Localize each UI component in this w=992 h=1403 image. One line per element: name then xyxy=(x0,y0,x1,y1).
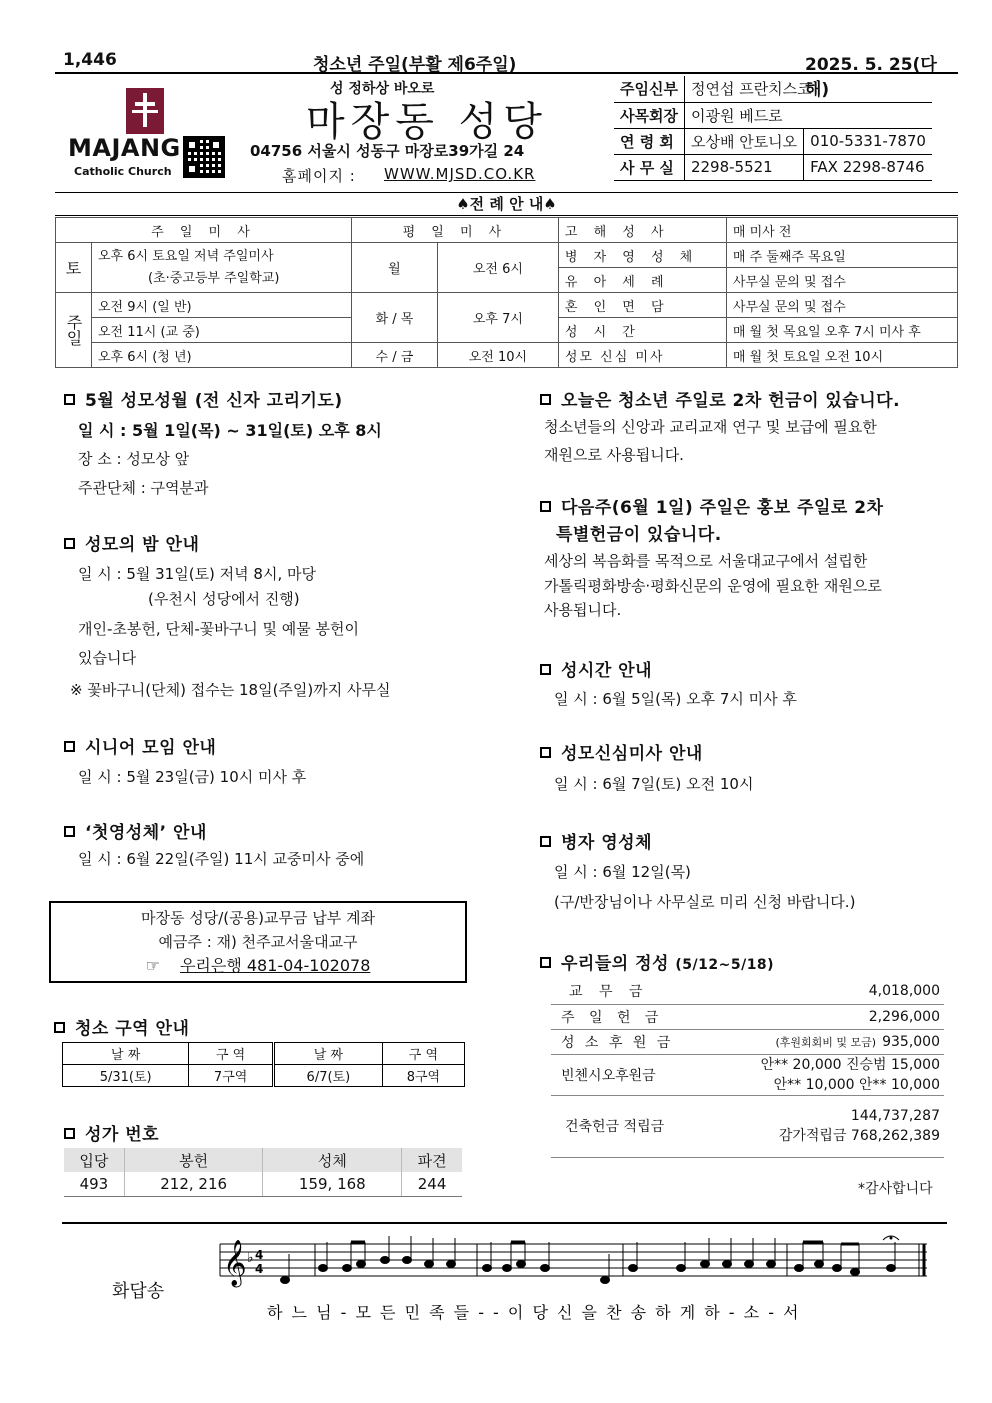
checkbox-icon xyxy=(64,394,75,405)
text-line: 일 시 : 6월 12일(목) xyxy=(554,863,691,881)
checkbox-icon xyxy=(540,501,551,512)
checkbox-icon xyxy=(64,538,75,549)
church-logo-icon xyxy=(126,88,164,134)
text-line: 있습니다 xyxy=(78,649,136,667)
section-title: 오늘은 청소년 주일로 2차 헌금이 있습니다. xyxy=(540,386,900,411)
section-title-cont: 특별헌금이 있습니다. xyxy=(556,525,722,545)
text-line: 장 소 : 성모상 앞 xyxy=(78,450,190,468)
info-row: 주임신부 정연섭 프란치스코 xyxy=(614,76,932,102)
section-title: 시니어 모임 안내 xyxy=(64,733,216,758)
text-line: 재원으로 사용됩니다. xyxy=(544,446,684,464)
church-name: 마장동 성당 xyxy=(306,99,548,145)
homepage-link[interactable]: WWW.MJSD.CO.KR xyxy=(384,165,536,183)
checkbox-icon xyxy=(54,1022,65,1033)
homepage-label: 홈페이지 : xyxy=(282,167,356,185)
logo-subtext: Catholic Church xyxy=(74,165,172,178)
info-row: 사목회장 이광원 베드로 xyxy=(614,102,932,128)
text-line: 세상의 복음화를 목적으로 서울대교구에서 설립한 xyxy=(544,552,868,570)
offerings-table: 교 무 금 4,018,000 주 일 헌 금 2,296,000 성 소 후 원 금 (후원회회비 및 모금) 935,000 빈첸시오후원금 안** 20,000 진승범 15,000 안** 10,000 안** 10,000 건축헌금 적립금 144,737,287 감가적립금 768,262,389 xyxy=(551,979,944,1158)
section-title: ‘첫영성체’ 안내 xyxy=(64,818,207,843)
logo-text: MAJANG xyxy=(68,134,181,162)
text-line: 가톨릭평화방송·평화신문의 운영에 필요한 재원으로 xyxy=(544,577,882,595)
checkbox-icon xyxy=(64,826,75,837)
text-line: 일 시 : 6월 5일(목) 오후 7시 미사 후 xyxy=(554,690,797,708)
text-line: 일 시 : 5월 31일(토) 저녁 8시, 마당 xyxy=(78,565,316,583)
music-staff-icon xyxy=(215,1232,930,1322)
text-line: 청소년들의 신앙과 교리교재 연구 및 보급에 필요한 xyxy=(544,418,877,436)
text-line: 일 시 : 6월 7일(토) 오전 10시 xyxy=(554,775,754,793)
checkbox-icon xyxy=(540,957,551,968)
section-title: 청소 구역 안내 xyxy=(54,1014,189,1039)
cleaning-table: 날 짜 구 역 날 짜 구 역 5/31(토) 7구역 6/7(토) 8구역 xyxy=(62,1042,465,1087)
info-row: 사 무 실 2298-5521 FAX 2298-8746 xyxy=(614,154,932,180)
checkbox-icon xyxy=(540,747,551,758)
svg-text:4: 4 xyxy=(255,1248,264,1262)
church-address: 04756 서울시 성동구 마장로39가길 24 xyxy=(250,142,525,160)
section-title: 성모의 밤 안내 xyxy=(64,530,199,555)
text-line: 사용됩니다. xyxy=(544,601,622,619)
hymn-table: 입당 봉헌 성체 파견 493 212, 216 159, 168 244 xyxy=(64,1148,462,1197)
section-title: 우리들의 정성 (5/12~5/18) xyxy=(540,949,774,974)
info-row: 연 령 회 오상배 안토니오 010-5331-7870 xyxy=(614,128,932,154)
checkbox-icon xyxy=(540,836,551,847)
section-title: 병자 영성체 xyxy=(540,828,652,853)
text-line: 일 시 : 5월 1일(목) ~ 31일(토) 오후 8시 xyxy=(78,421,382,440)
parish-contact-table xyxy=(614,76,932,181)
text-line: 일 시 : 6월 22일(주일) 11시 교중미사 중에 xyxy=(78,850,365,868)
bank-account-box: 마장동 성당/(공용)교무금 납부 계좌 예금주 : 재) 천주교서울대교구 ☞ 우리은행 481-04-102078 xyxy=(49,901,467,983)
divider xyxy=(62,1222,947,1224)
responsorial-psalm-label: 화답송 xyxy=(112,1281,165,1302)
hymn-lyrics: 하 느 님 - 모 든 민 족 들 - - 이 당 신 을 찬 송 하 게 하 - 소 - 서 xyxy=(267,1303,801,1322)
text-line: 주관단체 : 구역분과 xyxy=(78,479,209,497)
checkbox-icon xyxy=(540,394,551,405)
svg-text:4: 4 xyxy=(255,1262,264,1276)
text-line: (구/반장님이나 사무실로 미리 신청 바랍니다.) xyxy=(554,893,856,911)
checkbox-icon xyxy=(64,1128,75,1139)
text-line: ※ 꽃바구니(단체) 접수는 18일(주일)까지 사무실 xyxy=(70,681,391,699)
issue-number: 1,446 xyxy=(63,50,117,70)
svg-text:𝄞: 𝄞 xyxy=(223,1240,247,1286)
svg-text:♭: ♭ xyxy=(247,1250,254,1266)
text-line: 개인-초봉헌, 단체-꽃바구니 및 예물 봉헌이 xyxy=(78,620,359,638)
sunday-title: 청소년 주일(부활 제6주일) xyxy=(313,55,517,75)
mass-schedule-table: 주 일 미 사 평 일 미 사 고 해 성 사 매 미사 전 토 오후 6시 토요일 저녁 주일미사 (초·중고등부 주일학교) 월 오전 6시 병 자 영 성 체 매 주 둘째주 목요일 유 아 세 례 사무실 문의 및 접수 주일 오전 9시 (일 반) 화 / 목 오후 7시 혼 인 면 담 사무실 문의 및 접수 오전 11시 (교 중) 성 시 간 매 월 첫 목요일 오후 7시 미사 후 오후 6시 (청 년) 수 / 금 오전 10시 성모 신심 미사 매 월 첫 토요일 오전 10시 xyxy=(55,217,958,368)
section-title: 5월 성모성월 (전 신자 고리기도) xyxy=(64,386,343,411)
section-title: 성모신심미사 안내 xyxy=(540,739,703,764)
checkbox-icon xyxy=(64,741,75,752)
bulletin-date: 2025. 5. 25(다해) xyxy=(805,55,937,100)
liturgy-banner: ♠전 례 안 내♠ xyxy=(55,192,958,216)
section-title: 성가 번호 xyxy=(64,1120,159,1145)
section-title: 성시간 안내 xyxy=(540,656,652,681)
pointing-hand-icon: ☞ xyxy=(145,956,160,975)
text-line: 일 시 : 5월 23일(금) 10시 미사 후 xyxy=(78,768,307,786)
checkbox-icon xyxy=(540,664,551,675)
patron-saint: 성 정하상 바오로 xyxy=(330,81,435,97)
thanks-note: *감사합니다 xyxy=(858,1181,933,1197)
qr-code-icon xyxy=(183,136,225,178)
section-title: 다음주(6월 1일) 주일은 홍보 주일로 2차 xyxy=(540,493,884,518)
text-line: (우천시 성당에서 진행) xyxy=(148,590,300,608)
